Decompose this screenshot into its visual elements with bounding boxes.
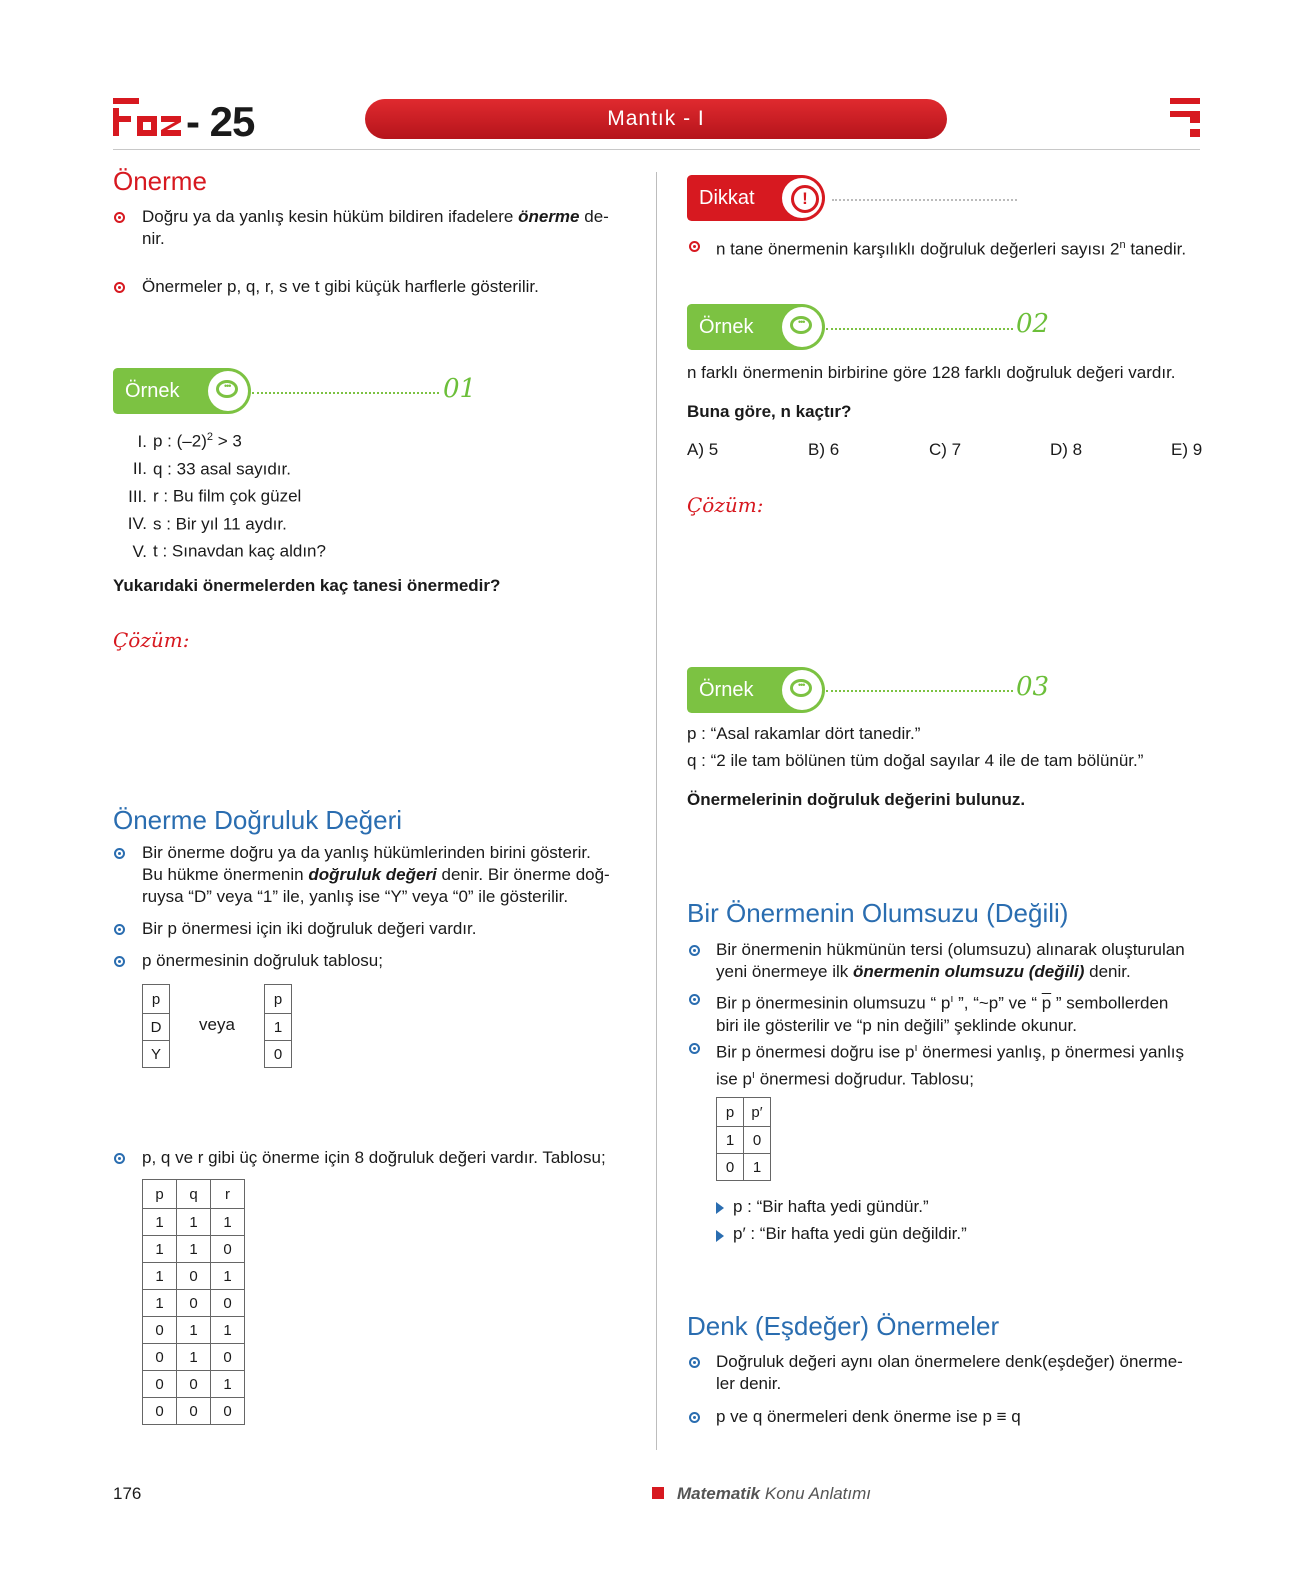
table-cell: 0: [211, 1290, 245, 1317]
example-badge-01: [113, 368, 251, 414]
table-cell: 1: [143, 1209, 177, 1236]
table-cell: 0: [143, 1344, 177, 1371]
table-cell: 1: [211, 1371, 245, 1398]
example-number-03: 03: [1016, 672, 1050, 702]
example-label: Örnek: [125, 380, 180, 402]
truth-table-negation: [716, 1097, 771, 1181]
table-cell: 1: [744, 1154, 771, 1181]
bullet-icon: [689, 1043, 700, 1054]
truth-table-intro: p önermesinin doğruluk tablosu;: [142, 951, 383, 970]
table-cell: 1: [211, 1209, 245, 1236]
exclamation-icon: !: [782, 178, 822, 218]
table-cell: 0: [211, 1344, 245, 1371]
table-cell: Y: [143, 1041, 170, 1068]
table-cell: 1: [717, 1127, 744, 1154]
bullet-icon: [689, 1357, 700, 1368]
example3-p: p : “Asal rakamlar dört tanedir.”: [687, 724, 921, 743]
table-cell: 0: [143, 1398, 177, 1425]
example1-statement: I. p : $(-2)^2 > 3$: [137, 431, 242, 451]
denk-definition: Doğruluk değeri aynı olan önermelere denk(eşdeğer) önerme- ler denir.: [716, 1352, 1183, 1393]
bullet-icon: [689, 241, 700, 252]
table-cell: 0: [211, 1398, 245, 1425]
olumsuz-definition: Bir önermenin hükmünün tersi (olumsuzu) alınarak oluşturulan yeni önermeye ilk önermenin olumsuzu (değili) denir.: [716, 940, 1185, 981]
speech-bubble-icon: [208, 371, 248, 411]
olumsuz-notation: Bir p önermesinin olumsuzu “ $p^ı$ ”, “~p” ve “ $\overline{p}$ ” sembollerden biri ile gösterilir ve “p nin değili” şeklinde okunur.: [716, 993, 1169, 1035]
table-cell: 1: [177, 1236, 211, 1263]
example3-q: q : “2 ile tam bölünen tüm doğal sayılar 4 ile de tam bölünür.”: [687, 751, 1144, 770]
triangle-bullet-icon: [716, 1202, 724, 1214]
table-cell: 0: [143, 1317, 177, 1344]
eight-truth-values: p, q ve r gibi üç önerme için 8 doğruluk değeri vardır. Tablosu;: [142, 1148, 606, 1167]
dotted-leader: [826, 328, 1013, 330]
bullet-icon: [689, 945, 700, 956]
dotted-leader: [826, 690, 1013, 692]
table-header-cell: p: [143, 1180, 177, 1209]
footer-square-icon: [652, 1487, 664, 1499]
heading-dogruluk-degeri: Önerme Doğruluk Değeri: [113, 805, 403, 835]
example1-statement: II. q : 33 asal sayıdır.: [132, 459, 291, 479]
bullet-icon: [689, 1412, 700, 1423]
speech-bubble-icon: [782, 307, 822, 347]
example1-statement: V. t : Sınavdan kaç aldın?: [132, 541, 326, 561]
table-header-cell: p: [717, 1098, 744, 1127]
table-cell: 0: [177, 1371, 211, 1398]
speech-bubble-icon: [782, 670, 822, 710]
table-cell: 1: [211, 1263, 245, 1290]
dotted-leader: [252, 392, 439, 394]
bullet-icon: [114, 848, 125, 859]
onerme-definition: Doğru ya da yanlış kesin hüküm bildiren ifadelere önerme de- nir.: [142, 207, 609, 248]
dikkat-text: n tane önermenin karşılıklı doğruluk değerleri sayısı 2$^n$ tanedir.: [716, 239, 1187, 259]
answer-option: A) 5: [687, 440, 719, 459]
table-cell: D: [143, 1014, 170, 1041]
table-cell: 0: [744, 1127, 771, 1154]
example-badge-03: [687, 667, 825, 713]
table-cell: 1: [265, 1014, 292, 1041]
chapter-title: Mantık - I: [365, 99, 947, 139]
example-badge-02: [687, 304, 825, 350]
truth-table-dy: [142, 984, 170, 1068]
dogruluk-definition: Bir önerme doğru ya da yanlış hükümlerinden birini gösterir. Bu hükme önermenin doğruluk değeri denir. Bir önerme doğ- ruysa “D” veya “1” ile, yanlış ise “Y” veya “0” ile gösterilir.: [142, 843, 610, 906]
table-cell: 0: [177, 1398, 211, 1425]
answer-option: D) 8: [1050, 440, 1083, 459]
example2-text: n farklı önermenin birbirine göre 128 farklı doğruluk değeri vardır.: [687, 363, 1176, 382]
column-divider: [656, 172, 657, 1450]
example1-statement: IV. s : Bir yıl 11 aydır.: [127, 514, 287, 534]
heading-denk: Denk (Eşdeğer) Önermeler: [687, 1311, 1000, 1341]
table-cell: 0: [265, 1041, 292, 1068]
example-number-02: 02: [1016, 309, 1050, 339]
table-cell: 1: [177, 1344, 211, 1371]
bullet-icon: [689, 994, 700, 1005]
header-rule: [113, 149, 1200, 150]
table-header-cell: q: [177, 1180, 211, 1209]
heading-onerme: Önerme: [113, 166, 207, 196]
bullet-icon: [114, 212, 125, 223]
dotted-leader: [832, 199, 1017, 201]
onerme-notation: Önermeler p, q, r, s ve t gibi küçük harflerle gösterilir.: [142, 277, 539, 296]
answer-option: E) 9: [1171, 440, 1203, 459]
answer-option: C) 7: [929, 440, 962, 459]
table-cell: 0: [177, 1290, 211, 1317]
example2-question: Buna göre, n kaçtır?: [687, 402, 852, 421]
table-cell: 1: [143, 1263, 177, 1290]
bullet-icon: [114, 282, 125, 293]
book-title: Matematik Konu Anlatımı: [677, 1484, 872, 1503]
example3-question: Önermelerinin doğruluk değerini bulunuz.: [687, 790, 1026, 809]
example1-statement: III. r : Bu film çok güzel: [128, 486, 302, 506]
table-cell: 0: [211, 1236, 245, 1263]
table-cell: p: [143, 985, 170, 1014]
table-cell: 1: [143, 1290, 177, 1317]
olumsuz-rule: Bir p önermesi doğru ise $p^ı$ önermesi yanlış, p önermesi yanlış ise $p^ı$ önermesi doğrudur. Tablosu;: [716, 1042, 1184, 1089]
two-truth-values: Bir p önermesi için iki doğruluk değeri vardır.: [142, 919, 477, 938]
page-number: 176: [113, 1484, 142, 1503]
dikkat-badge: [687, 175, 825, 221]
table-cell: 1: [177, 1317, 211, 1344]
heading-olumsuz: Bir Önermenin Olumsuzu (Değili): [687, 898, 1069, 928]
solution-label: Çözüm:: [113, 628, 190, 652]
truth-table-10: [264, 984, 292, 1068]
faz-logo: [113, 98, 183, 138]
corner-logo: [1170, 98, 1200, 138]
answer-option: B) 6: [808, 440, 840, 459]
example-label: Örnek: [699, 679, 754, 701]
section-number: - 25: [186, 98, 255, 145]
example-label: Örnek: [699, 316, 754, 338]
dikkat-label: Dikkat: [699, 187, 755, 209]
bullet-icon: [114, 1153, 125, 1164]
triangle-bullet-icon: [716, 1230, 724, 1242]
veya-label: veya: [199, 1015, 235, 1034]
example1-question: Yukarıdaki önermelerden kaç tanesi önermedir?: [113, 576, 501, 595]
olumsuz-example-pp: p′ : “Bir hafta yedi gün değildir.”: [733, 1224, 967, 1243]
table-header-cell: r: [211, 1180, 245, 1209]
solution-label: Çözüm:: [687, 493, 764, 517]
bullet-icon: [114, 924, 125, 935]
example-number-01: 01: [443, 374, 477, 404]
table-cell: 0: [177, 1263, 211, 1290]
table-cell: 1: [177, 1209, 211, 1236]
olumsuz-example-p: p : “Bir hafta yedi gündür.”: [733, 1197, 929, 1216]
bullet-icon: [114, 956, 125, 967]
table-cell: 0: [717, 1154, 744, 1181]
truth-table-pqr: [142, 1179, 245, 1425]
table-cell: 1: [143, 1236, 177, 1263]
table-cell: 0: [143, 1371, 177, 1398]
denk-notation: p ve q önermeleri denk önerme ise p ≡ q: [716, 1407, 1021, 1426]
table-header-cell: p′: [744, 1098, 771, 1127]
table-cell: 1: [211, 1317, 245, 1344]
table-cell: p: [265, 985, 292, 1014]
